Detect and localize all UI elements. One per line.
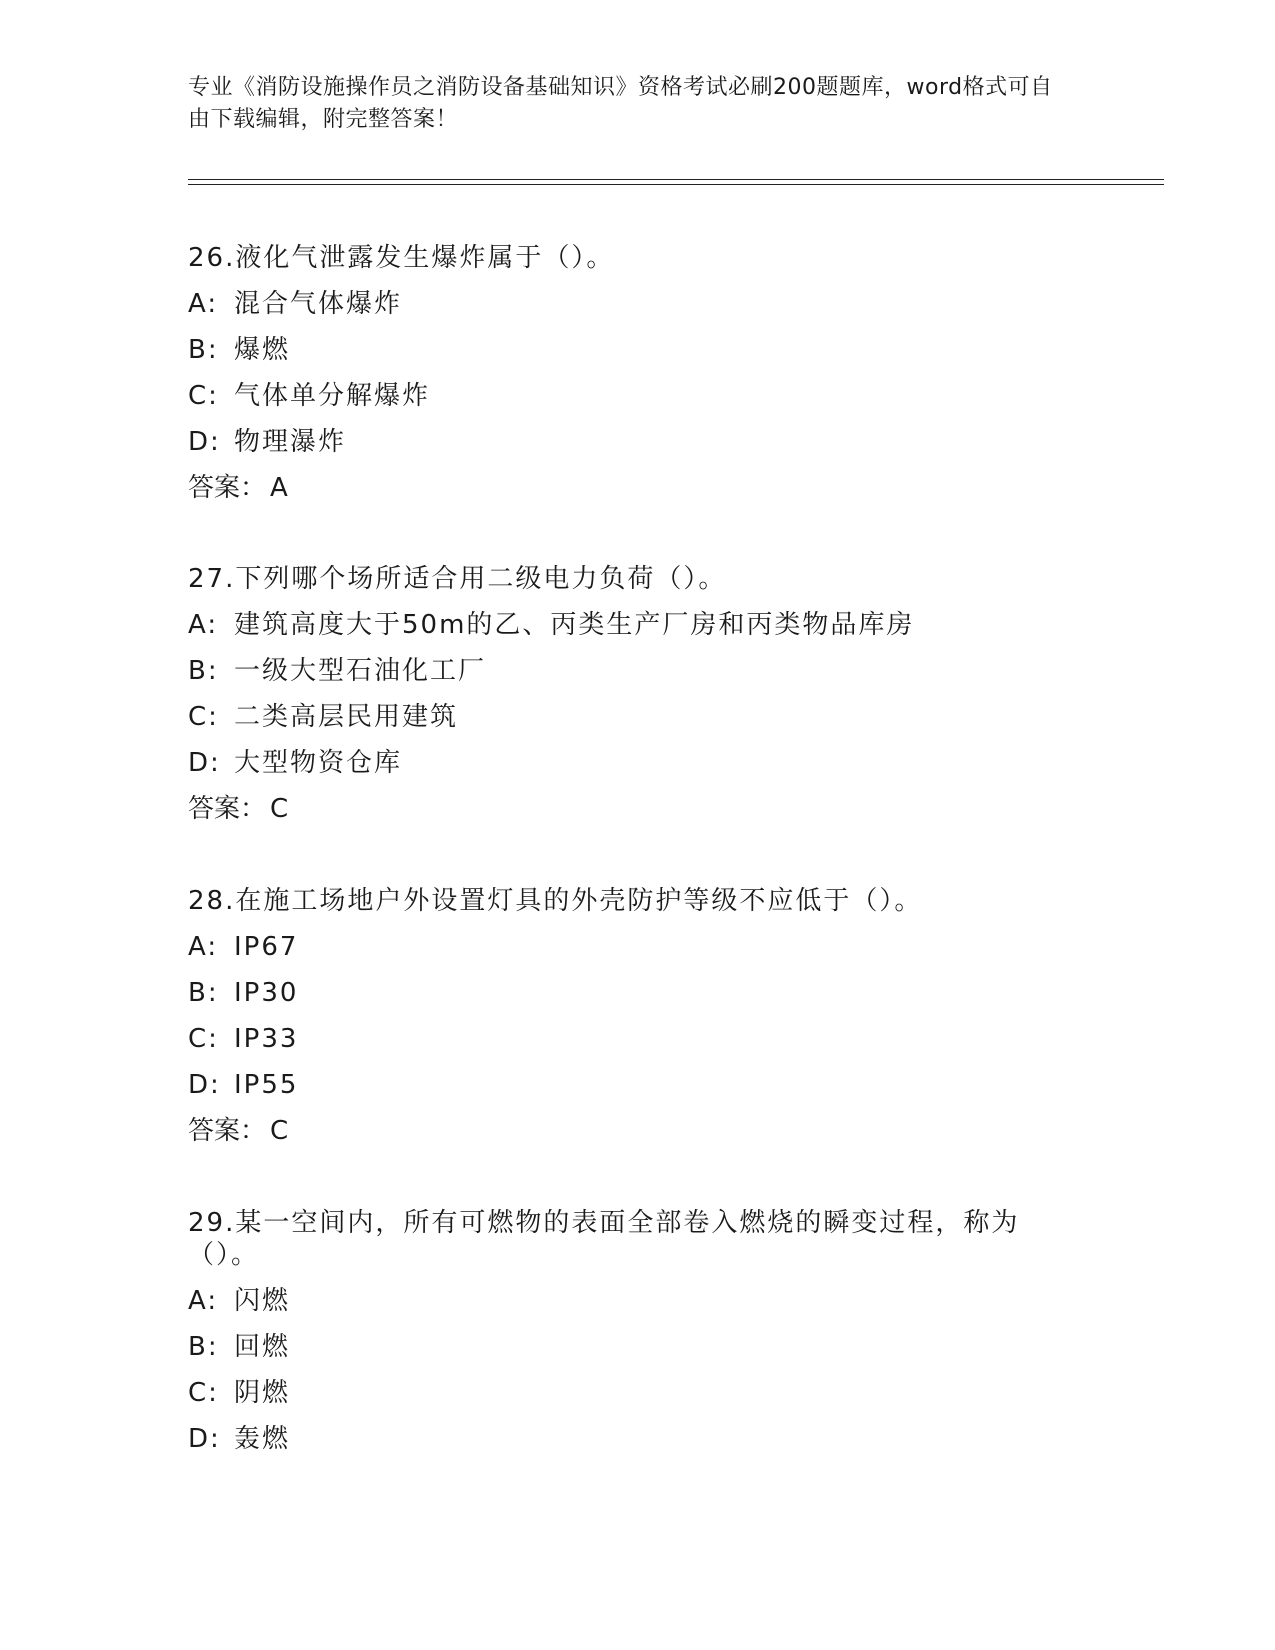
option-text: 混合气体爆炸 [234,289,403,319]
question-28 [188,885,1088,1147]
option-key: A: [188,932,219,962]
answer-value: C [270,794,289,824]
option-text: 大型物资仓库 [234,748,403,778]
header-divider [188,184,1164,185]
answer-label: 答案： [188,1116,267,1146]
option-text: 回燃 [234,1332,291,1362]
answer-value: C [270,1116,289,1146]
answer-line [188,1115,1088,1147]
option-text: IP67 [234,932,299,962]
option-a [188,288,1088,320]
option-text: 闪燃 [234,1286,291,1316]
option-text: 爆燃 [234,335,291,365]
question-27 [188,563,1088,825]
answer-line [188,793,1088,825]
option-text: 一级大型石油化工厂 [234,656,487,686]
question-stem: 29.某一空间内，所有可燃物的表面全部卷入燃烧的瞬变过程，称为（）。 [188,1208,1020,1270]
option-d [188,1423,1088,1455]
option-key: B: [188,656,219,686]
option-a [188,1285,1088,1317]
document-header: 专业《消防设施操作员之消防设备基础知识》资格考试必刷200题题库，word格式可自由下载编辑，附完整答案！ [188,75,1053,132]
option-key: D: [188,748,221,778]
option-text: 气体单分解爆炸 [234,381,431,411]
option-a [188,609,1088,641]
option-key: A: [188,1286,219,1316]
option-d [188,426,1088,458]
option-key: D: [188,1070,221,1100]
option-key: D: [188,427,221,457]
option-a [188,931,1088,963]
answer-line [188,472,1088,504]
option-b [188,977,1088,1009]
option-c [188,380,1088,412]
option-text: IP55 [234,1070,299,1100]
option-c [188,701,1088,733]
question-stem: 27.下列哪个场所适合用二级电力负荷（）。 [188,564,727,594]
option-key: C: [188,1024,219,1054]
option-key: C: [188,1378,219,1408]
option-key: B: [188,335,219,365]
option-text: 物理瀑炸 [234,427,347,457]
header-divider [188,179,1164,180]
option-b [188,655,1088,687]
question-stem: 28.在施工场地户外设置灯具的外壳防护等级不应低于（）。 [188,886,923,916]
question-stem: 26.液化气泄露发生爆炸属于（）。 [188,243,615,273]
option-b [188,334,1088,366]
option-c [188,1023,1088,1055]
option-text: 建筑高度大于50m的乙、丙类生产厂房和丙类物品库房 [234,610,915,640]
option-key: C: [188,381,219,411]
option-text: 轰燃 [234,1424,291,1454]
option-key: A: [188,610,219,640]
option-key: B: [188,978,219,1008]
option-b [188,1331,1088,1363]
option-text: 阴燃 [234,1378,291,1408]
answer-value: A [270,473,288,503]
option-key: B: [188,1332,219,1362]
option-c [188,1377,1088,1409]
option-text: 二类高层民用建筑 [234,702,459,732]
option-key: A: [188,289,219,319]
option-d [188,747,1088,779]
answer-label: 答案： [188,473,267,503]
question-26 [188,242,1088,504]
option-key: D: [188,1424,221,1454]
option-d [188,1069,1088,1101]
option-text: IP33 [234,1024,299,1054]
option-text: IP30 [234,978,299,1008]
option-key: C: [188,702,219,732]
answer-label: 答案： [188,794,267,824]
question-29 [188,1207,1088,1469]
